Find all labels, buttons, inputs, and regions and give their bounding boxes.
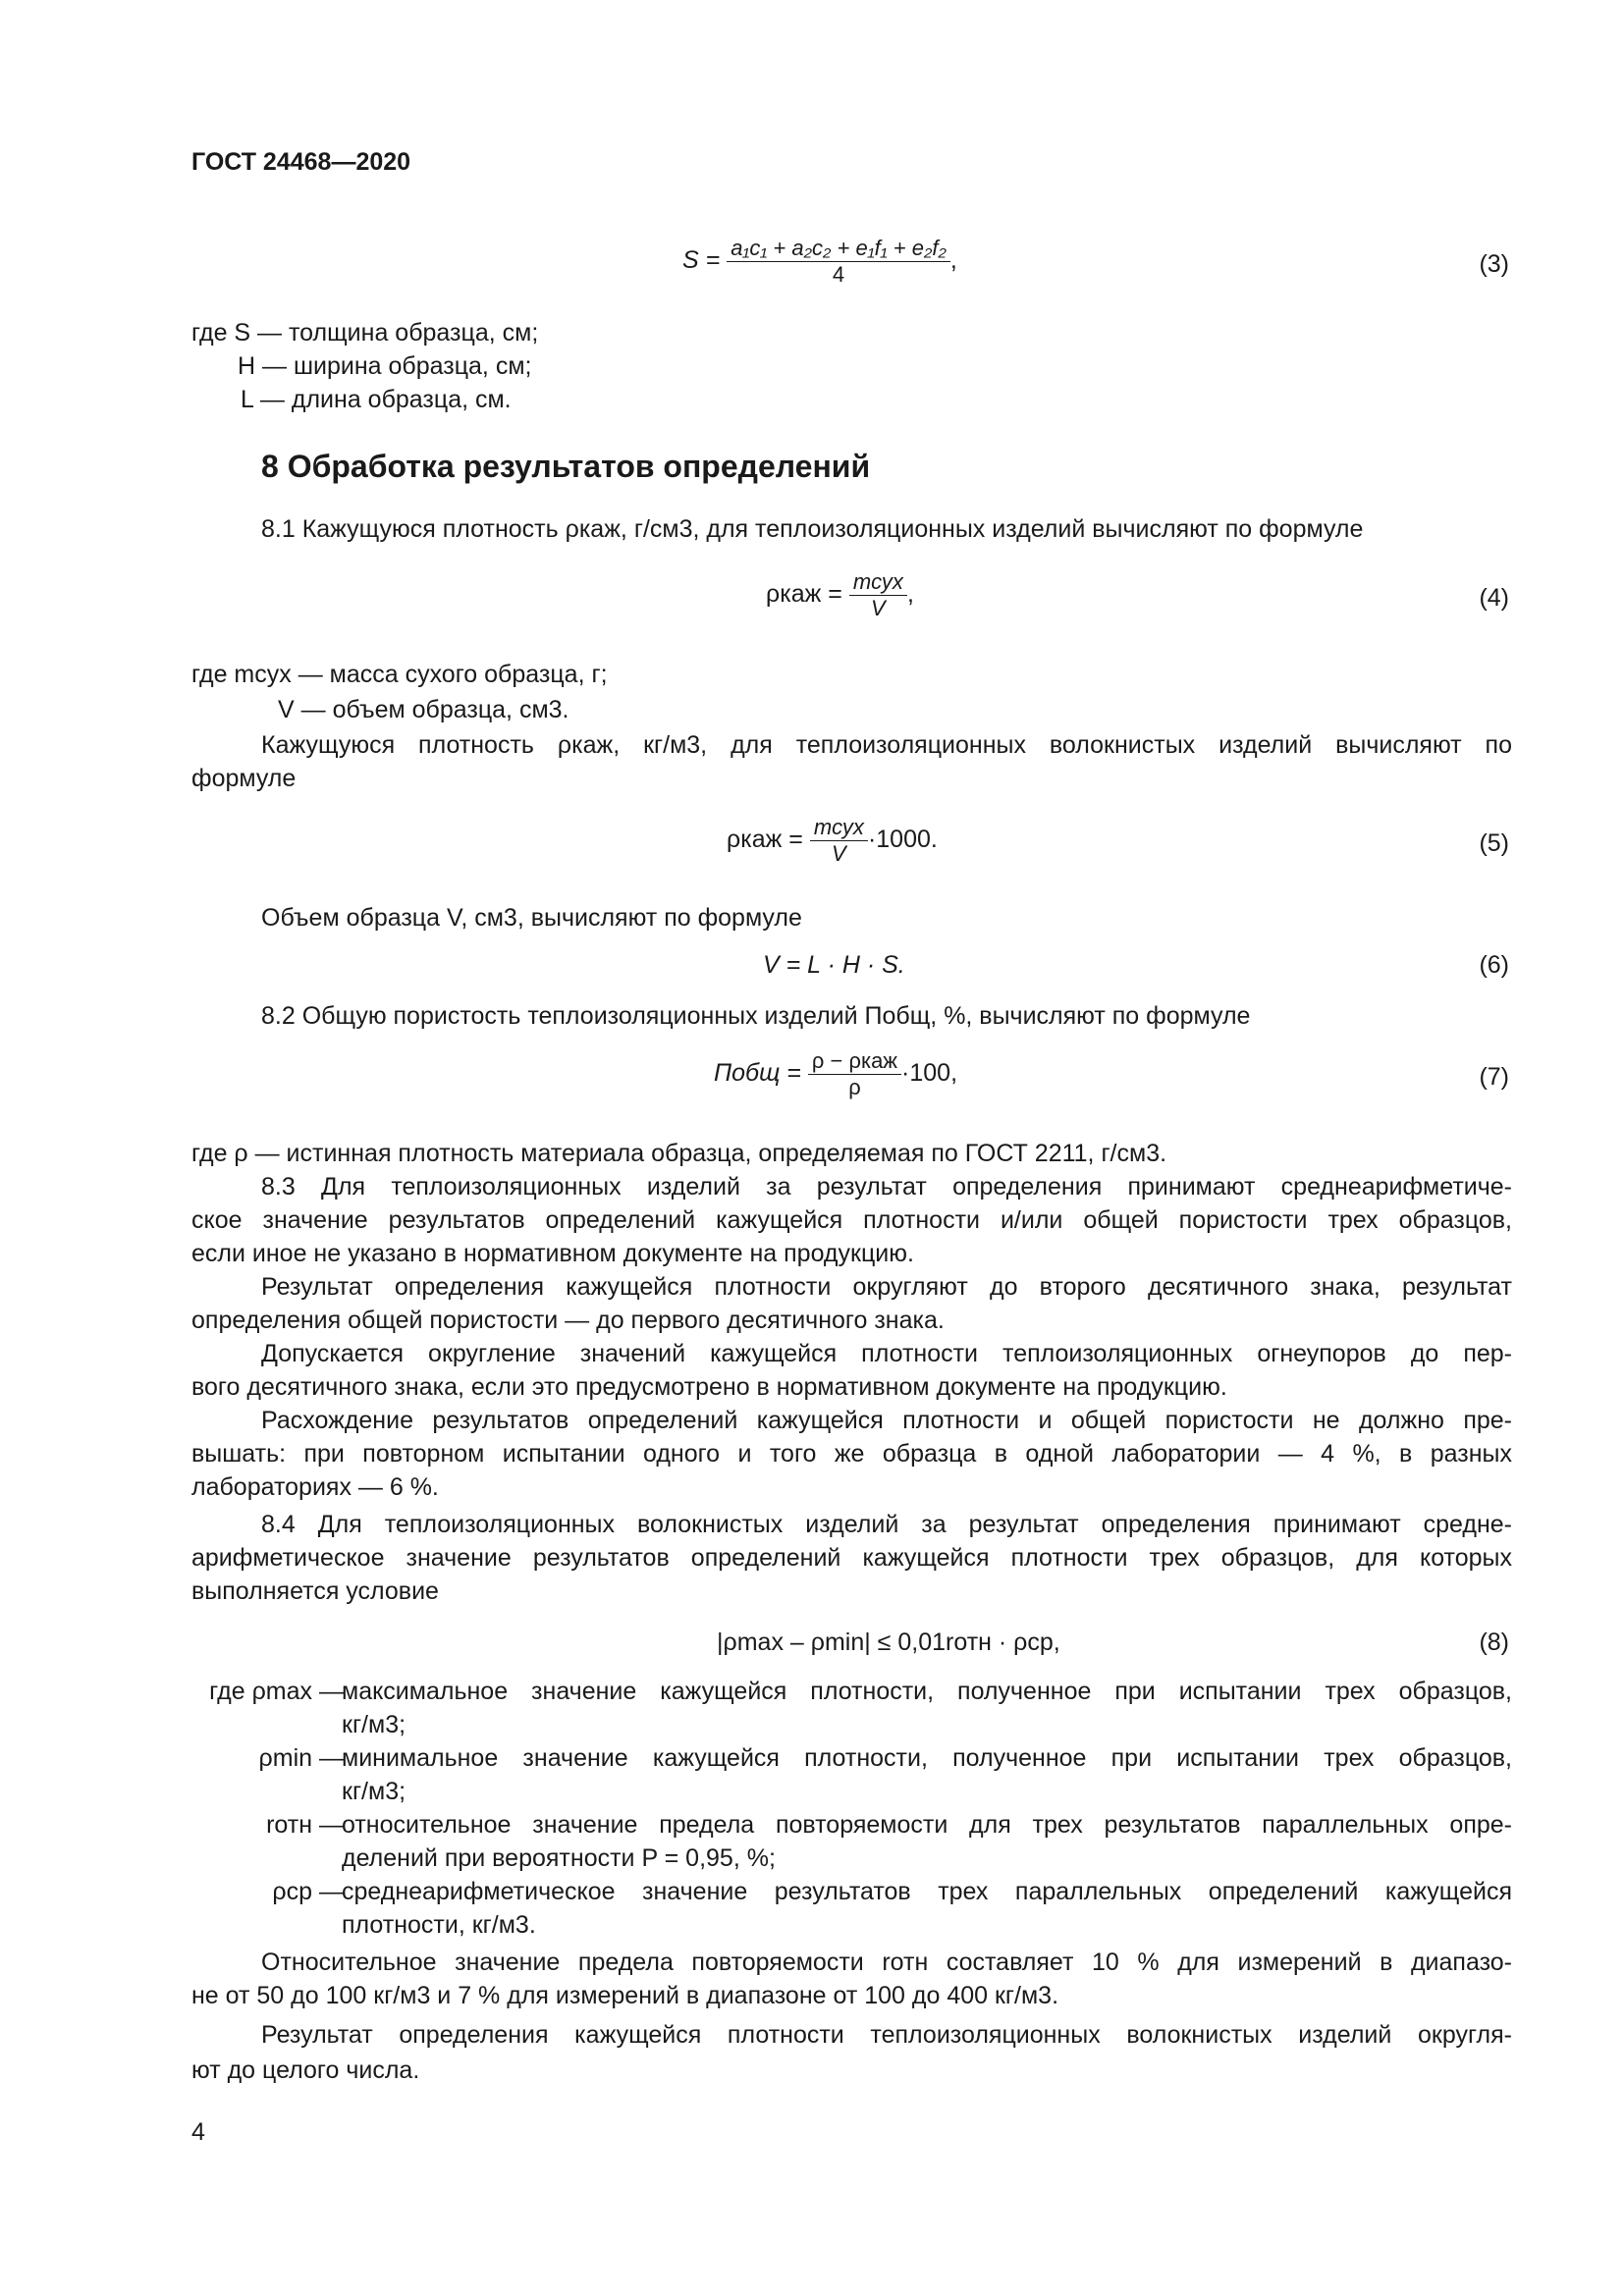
formula-3-lhs: S = <box>682 246 721 275</box>
formula-5-tail: ·1000. <box>867 826 938 854</box>
paragraph-8-3c-line-2: вого десятичного знака, если это предусмотрено в нормативном документе на продукцию. <box>191 1373 1227 1401</box>
paragraph-8-1b-line-1: Кажущуюся плотность ρкаж, кг/м3, для теплоизоляционных волокнистых изделий вычисляют по <box>261 731 1512 759</box>
paragraph-8-4-line-2: арифметическое значение результатов определений кажущейся плотности трех образцов, для которых <box>191 1544 1512 1572</box>
formula-5-numerator: mсух <box>810 815 868 841</box>
section-heading: 8 Обработка результатов определений <box>261 449 871 484</box>
formula-4-tail: , <box>906 580 914 609</box>
formula-3-denominator: 4 <box>832 262 845 287</box>
formula-8-number: (8) <box>1479 1629 1509 1656</box>
formula-3-fraction <box>727 236 950 288</box>
formula-3-body <box>682 236 957 288</box>
formula-4 <box>0 569 1624 628</box>
paragraph-8-3b-line-1: Результат определения кажущейся плотности округляют до второго десятичного знака, результат <box>261 1273 1512 1301</box>
legend-4-line-2: V — объем образца, см3. <box>278 696 569 723</box>
paragraph-8-4-line-3: выполняется условие <box>191 1577 439 1605</box>
formula-5-number: (5) <box>1479 829 1509 857</box>
paragraph-8-3d-line-3: лабораториях — 6 %. <box>191 1473 439 1501</box>
legend-8-term: ρmin — <box>258 1744 344 1772</box>
paragraph-8-4c-line-1: Результат определения кажущейся плотности теплоизоляционных волокнистых изделий округля- <box>261 2021 1512 2049</box>
paragraph-8-1b-line-2: формуле <box>191 765 297 792</box>
legend-8-desc <box>342 1808 1512 1875</box>
paragraph-volume: Объем образца V, см3, вычисляют по формуле <box>261 904 802 932</box>
legend-8-desc <box>342 1675 1512 1741</box>
paragraph-8-3c-line-1: Допускается округление значений кажущейся плотности теплоизоляционных огнеупоров до пер- <box>261 1340 1512 1367</box>
legend-8-term: ρср — <box>272 1878 344 1905</box>
legend-3-line-3: L — длина образца, см. <box>241 386 512 413</box>
paragraph-8-4b-line-1: Относительное значение предела повторяемости rотн составляет 10 % для измерений в диапазо- <box>261 1949 1512 1976</box>
paragraph-8-3-line-1: 8.3 Для теплоизоляционных изделий за результат определения принимают среднеарифметиче- <box>261 1173 1512 1201</box>
formula-5 <box>0 815 1624 874</box>
paragraph-8-3d-line-1: Расхождение результатов определений кажущейся плотности и общей пористости не должно пре- <box>261 1407 1512 1434</box>
legend-8-desc <box>342 1875 1512 1942</box>
formula-6-body <box>763 948 905 982</box>
legend-8-term: rотн — <box>266 1811 344 1839</box>
paragraph-8-4b-line-2: не от 50 до 100 кг/м3 и 7 % для измерений в диапазоне от 100 до 400 кг/м3. <box>191 1982 1059 2009</box>
formula-7-lhs: Побщ = <box>714 1059 801 1088</box>
legend-8-term: где ρmax — <box>209 1678 344 1705</box>
formula-4-numerator: mсух <box>849 569 907 596</box>
paragraph-8-2: 8.2 Общую пористость теплоизоляционных изделий Побщ, %, вычисляют по формуле <box>261 1002 1251 1030</box>
formula-6-text: V = L · H · S. <box>763 951 905 979</box>
formula-4-body <box>766 569 914 621</box>
formula-4-number: (4) <box>1479 584 1509 612</box>
paragraph-8-3-line-3: если иное не указано в нормативном документе на продукцию. <box>191 1240 914 1267</box>
paragraph-8-1: 8.1 Кажущуюся плотность ρкаж, г/см3, для теплоизоляционных изделий вычисляют по формуле <box>261 515 1364 543</box>
legend-3-line-2: H — ширина образца, см; <box>238 352 532 380</box>
formula-7-numerator: ρ − ρкаж <box>808 1048 901 1075</box>
page-number: 4 <box>191 2118 205 2146</box>
formula-7-body <box>714 1048 957 1100</box>
paragraph-8-3d-line-2: вышать: при повторном испытании одного и того же образца в одной лаборатории — 4 %, в разных <box>191 1440 1512 1468</box>
legend-7: где ρ — истинная плотность материала образца, определяемая по ГОСТ 2211, г/см3. <box>191 1140 1167 1167</box>
legend-8-desc-line-1: относительное значение предела повторяемости для трех результатов параллельных опре- <box>342 1811 1512 1839</box>
formula-3 <box>0 236 1624 294</box>
formula-8-body <box>717 1626 1060 1659</box>
formula-6 <box>0 948 1624 1007</box>
legend-8-desc-line-1: минимальное значение кажущейся плотности, полученное при испытании трех образцов, <box>342 1744 1512 1772</box>
legend-8-desc-line-2: кг/м3; <box>342 1778 406 1805</box>
paragraph-8-3-line-2: ское значение результатов определений кажущейся плотности и/или общей пористости трех образцов, <box>191 1206 1512 1234</box>
document-header: ГОСТ 24468—2020 <box>191 148 411 176</box>
formula-5-denominator: V <box>832 841 846 866</box>
legend-8-desc-line-2: плотности, кг/м3. <box>342 1911 536 1939</box>
formula-5-fraction <box>810 815 868 867</box>
legend-8-desc-line-1: среднеарифметическое значение результатов трех параллельных определений кажущейся <box>342 1878 1512 1905</box>
paragraph-8-4c-line-2: ют до целого числа. <box>191 2056 420 2084</box>
legend-8-desc-line-2: делений при вероятности P = 0,95, %; <box>342 1844 776 1872</box>
formula-7 <box>0 1048 1624 1107</box>
formula-5-lhs: ρкаж = <box>727 826 803 854</box>
legend-8-desc-line-2: кг/м3; <box>342 1711 406 1738</box>
formula-6-number: (6) <box>1479 951 1509 979</box>
paragraph-8-4-line-1: 8.4 Для теплоизоляционных волокнистых изделий за результат определения принимают средне- <box>261 1511 1512 1538</box>
formula-4-fraction <box>849 569 907 621</box>
legend-3-line-1: где S — толщина образца, см; <box>191 319 539 347</box>
formula-5-body <box>727 815 938 867</box>
formula-7-tail: ·100, <box>901 1059 958 1088</box>
formula-7-fraction <box>808 1048 901 1100</box>
legend-8-desc-line-1: максимальное значение кажущейся плотности, полученное при испытании трех образцов, <box>342 1678 1512 1705</box>
formula-3-tail: , <box>949 246 957 275</box>
formula-4-lhs: ρкаж = <box>766 580 842 609</box>
formula-4-denominator: V <box>871 596 886 620</box>
formula-3-numerator: a₁c₁ + a₂c₂ + e₁f₁ + e₂f₂ <box>727 236 950 262</box>
formula-3-number: (3) <box>1479 250 1509 278</box>
legend-4-line-1: где mсух — масса сухого образца, г; <box>191 661 608 688</box>
paragraph-8-3b-line-2: определения общей пористости — до первого десятичного знака. <box>191 1307 945 1334</box>
legend-8-desc <box>342 1741 1512 1808</box>
formula-7-number: (7) <box>1479 1063 1509 1091</box>
formula-8-text: |ρmax – ρmin| ≤ 0,01rотн · ρср, <box>717 1629 1060 1656</box>
formula-7-denominator: ρ <box>848 1075 861 1099</box>
